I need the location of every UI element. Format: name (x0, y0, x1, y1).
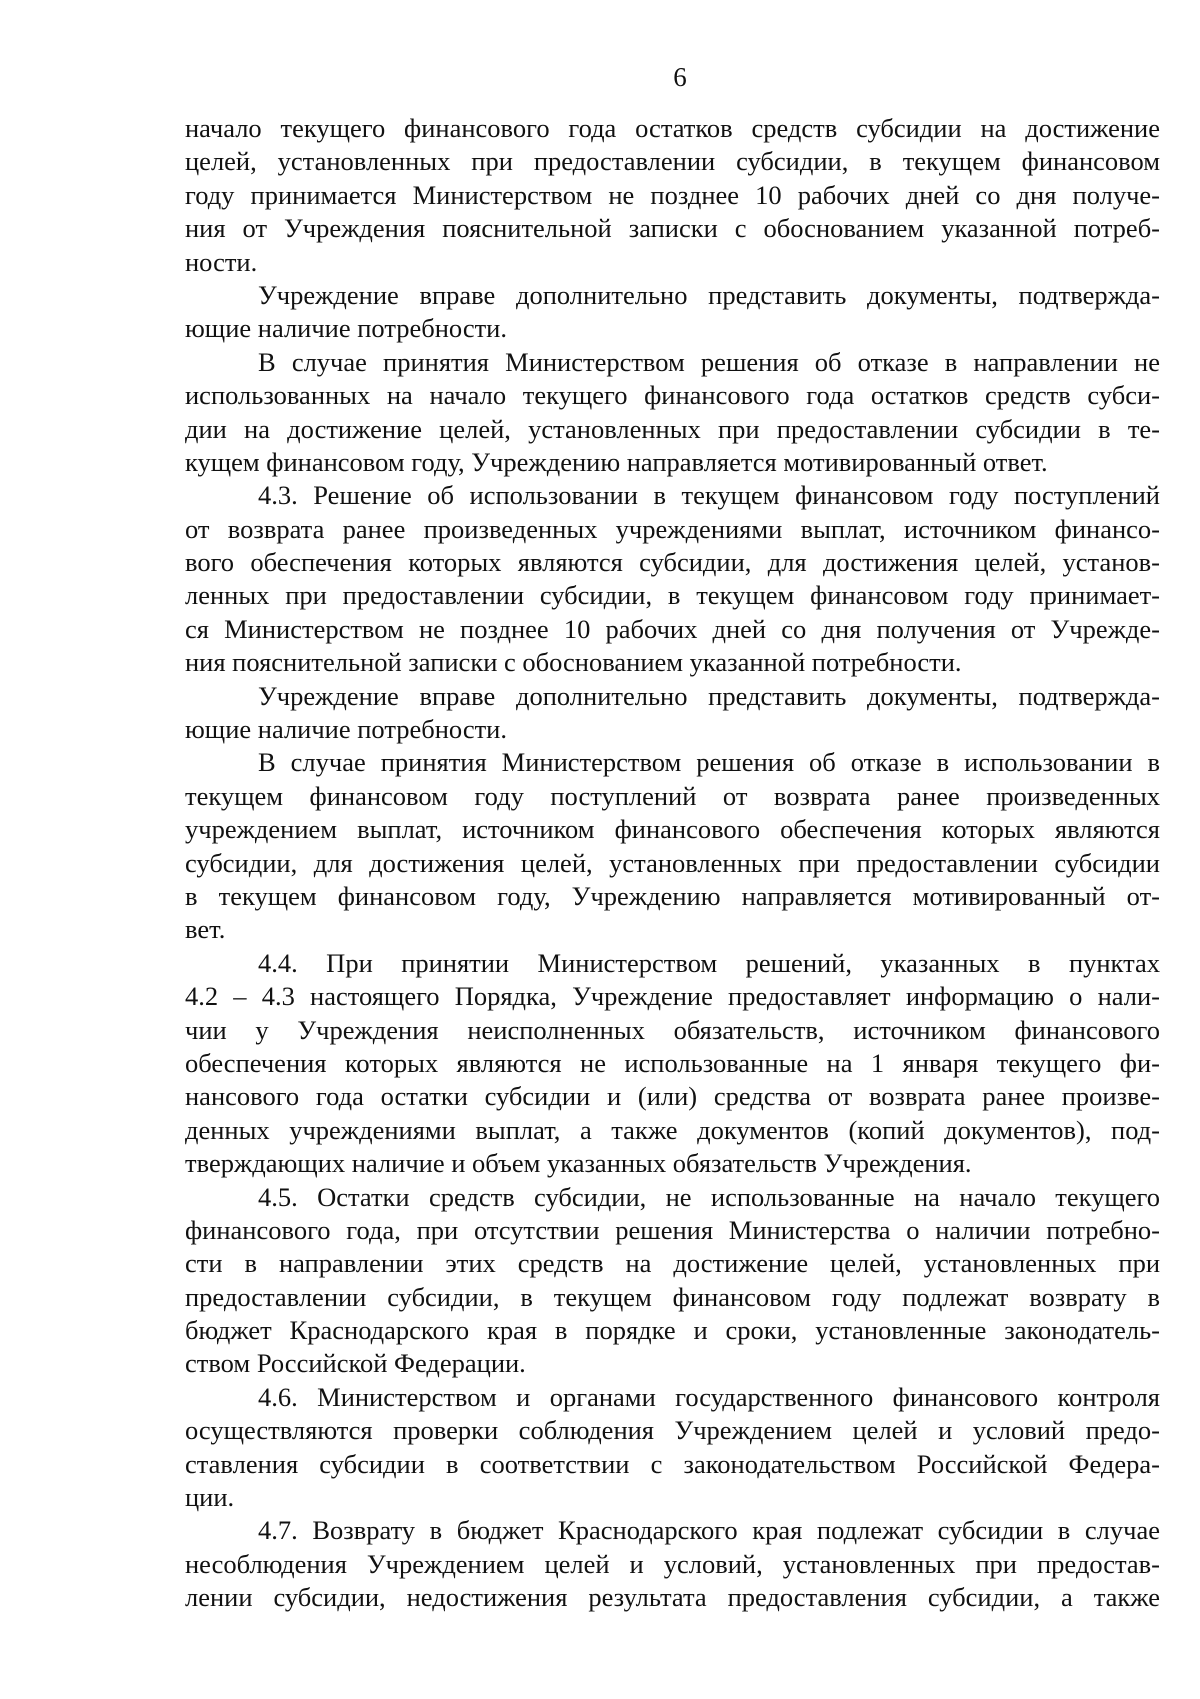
text-line: дии на достижение целей, установленных при предоставлении субсидии в те- (185, 413, 1160, 444)
paragraph (185, 746, 1160, 946)
text-line: 4.3. Решение об использовании в текущем финансовом году поступлений (258, 480, 1160, 511)
text-line: тверждающих наличие и объем указанных обязательств Учреждения. (185, 1148, 972, 1179)
text-line: в текущем финансовом году, Учреждению направляется мотивированный от- (185, 880, 1160, 911)
text-line: учреждением выплат, источником финансового обеспечения которых являются (185, 814, 1160, 845)
text-line: финансового года, при отсутствии решения Министерства о наличии потребно- (185, 1214, 1160, 1245)
body-text (185, 112, 1160, 1615)
text-line: начало текущего финансового года остатков средств субсидии на достижение (185, 113, 1160, 143)
text-line: ющие наличие потребности. (185, 714, 507, 745)
paragraph (185, 479, 1160, 679)
text-line: несоблюдения Учреждением целей и условий, установленных при предостав- (185, 1548, 1160, 1579)
paragraph (185, 279, 1160, 346)
text-line: ством Российской Федерации. (185, 1348, 526, 1379)
text-line: В случае принятия Министерством решения об отказе в направлении не (258, 346, 1160, 377)
paragraph (185, 680, 1160, 747)
text-line: кущем финансовом году, Учреждению направляется мотивированный ответ. (185, 446, 1048, 477)
text-line: предоставлении субсидии, в текущем финансовом году подлежат возврату в (185, 1281, 1160, 1312)
text-line: 4.7. Возврату в бюджет Краснодарского края подлежат субсидии в случае (258, 1515, 1160, 1546)
text-line: бюджет Краснодарского края в порядке и сроки, установленные законодатель- (185, 1315, 1160, 1346)
text-line: субсидии, для достижения целей, установленных при предоставлении субсидии (185, 847, 1160, 878)
paragraph (185, 1181, 1160, 1381)
text-line: ся Министерством не позднее 10 рабочих дней со дня получения от Учрежде- (185, 613, 1160, 644)
text-line: 4.2 – 4.3 настоящего Порядка, Учреждение предоставляет информацию о нали- (185, 981, 1160, 1012)
text-line: ставления субсидии в соответствии с законодательством Российской Федера- (185, 1448, 1160, 1479)
text-line: осуществляются проверки соблюдения Учреждением целей и условий предо- (185, 1415, 1160, 1446)
text-line: ности. (185, 246, 258, 277)
text-line: лении субсидии, недостижения результата предоставления субсидии, а также (185, 1582, 1160, 1613)
text-line: чии у Учреждения неисполненных обязательств, источником финансового (185, 1014, 1160, 1045)
text-line: 4.6. Министерством и органами государственного финансового контроля (258, 1381, 1160, 1412)
page-number: 6 (673, 62, 687, 92)
text-line: 4.5. Остатки средств субсидии, не использованные на начало текущего (258, 1181, 1160, 1212)
text-line: обеспечения которых являются не использованные на 1 января текущего фи- (185, 1047, 1160, 1078)
paragraph (185, 1381, 1160, 1515)
text-line: текущем финансовом году поступлений от возврата ранее произведенных (185, 780, 1160, 811)
text-line: использованных на начало текущего финансового года остатков средств субси- (185, 380, 1160, 411)
text-line: году принимается Министерством не позднее 10 рабочих дней со дня получе- (185, 179, 1160, 210)
text-line: ции. (185, 1482, 235, 1513)
paragraph (185, 112, 1160, 279)
text-line: нансового года остатки субсидии и (или) средства от возврата ранее произве- (185, 1081, 1160, 1112)
paragraph (185, 1514, 1160, 1614)
paragraph (185, 947, 1160, 1181)
text-line: денных учреждениями выплат, а также документов (копий документов), под- (185, 1114, 1160, 1145)
paragraph (185, 346, 1160, 480)
text-line: сти в направлении этих средств на достижение целей, установленных при (185, 1248, 1160, 1279)
text-line: В случае принятия Министерством решения об отказе в использовании в (258, 747, 1160, 778)
text-line: целей, установленных при предоставлении субсидии, в текущем финансовом (185, 146, 1160, 177)
text-line: ния от Учреждения пояснительной записки с обоснованием указанной потреб- (185, 213, 1160, 244)
text-line: ния пояснительной записки с обоснованием указанной потребности. (185, 647, 962, 678)
text-line: Учреждение вправе дополнительно представить документы, подтвержда- (258, 680, 1160, 711)
text-line: ющие наличие потребности. (185, 313, 507, 344)
text-line: от возврата ранее произведенных учреждениями выплат, источником финансо- (185, 513, 1160, 544)
text-line: вет. (185, 914, 226, 945)
text-line: Учреждение вправе дополнительно представить документы, подтвержда- (258, 279, 1160, 310)
text-line: ленных при предоставлении субсидии, в текущем финансовом году принимает- (185, 580, 1160, 611)
text-line: вого обеспечения которых являются субсидии, для достижения целей, установ- (185, 547, 1160, 578)
text-line: 4.4. При принятии Министерством решений, указанных в пунктах (258, 947, 1160, 978)
